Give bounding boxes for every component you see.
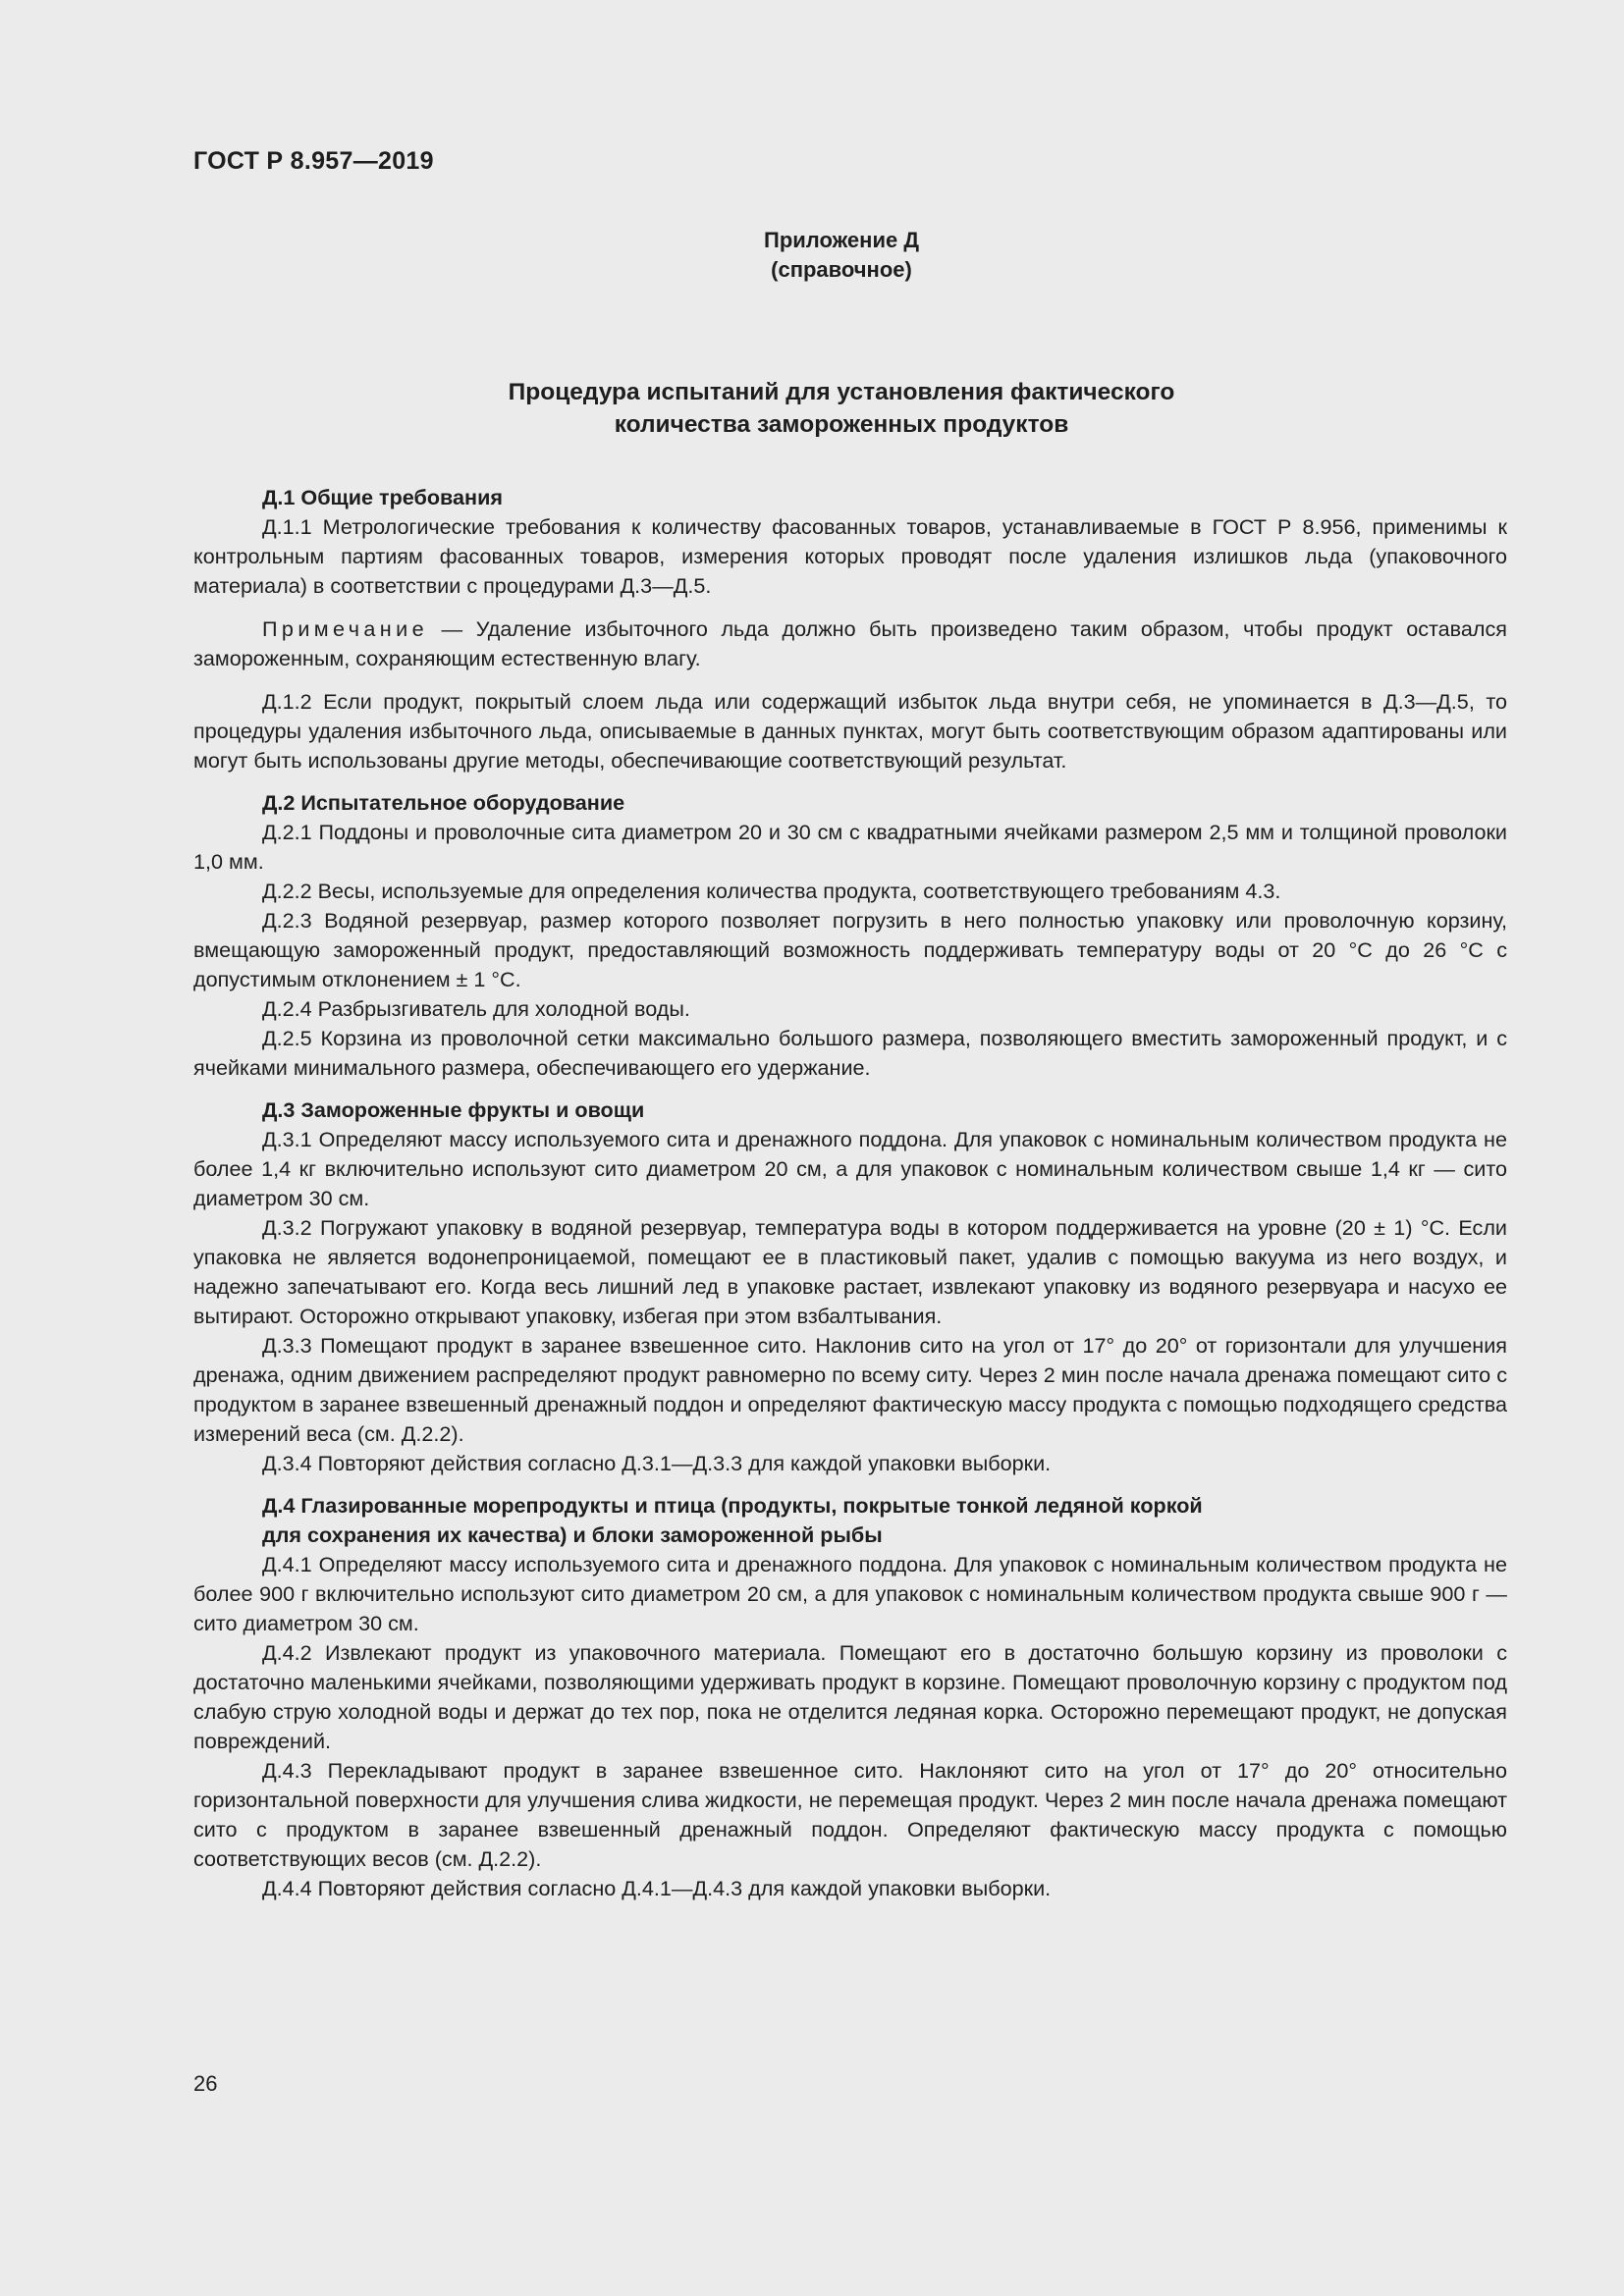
paragraph-d3-1: Д.3.1 Определяют массу используемого сита и дренажного поддона. Для упаковок с номинальным количеством продукта не более 1,4 кг включительно используют сито диаметром 20 см, а для упаковок с номинальным количеством свыше 1,4 кг — сито диаметром 30 см. bbox=[193, 1127, 1507, 1210]
appendix-title: Приложение Д bbox=[764, 228, 919, 252]
note bbox=[193, 614, 1507, 673]
document-code: ГОСТ Р 8.957—2019 bbox=[193, 147, 434, 175]
paragraph-d3-4: Д.3.4 Повторяют действия согласно Д.3.1—Д.3.3 для каждой упаковки выборки. bbox=[262, 1451, 1052, 1475]
section-heading-d3: Д.3 Замороженные фрукты и овощи bbox=[262, 1097, 645, 1122]
paragraph-d4-3: Д.4.3 Перекладывают продукт в заранее взвешенное сито. Наклоняют сито на угол от 17° до 20° относительно горизонтальной поверхности для улучшения слива жидкости, не перемещая продукт. Через 2 мин после начала дренажа помещают сито с продуктом в заранее взвешенный дренажный поддон. Определяют фактическую массу продукта с помощью соответствующих весов (см. Д.2.2). bbox=[193, 1758, 1507, 1871]
paragraph-d1-1: Д.1.1 Метрологические требования к количеству фасованных товаров, устанавливаемые в ГОСТ Р 8.956, применимы к контрольным партиям фасованных товаров, измерения которых проводят после удаления излишков льда (упаковочного материала) в соответствии с процедурами Д.3—Д.5. bbox=[193, 514, 1507, 598]
paragraph-d2-2: Д.2.2 Весы, используемые для определения количества продукта, соответствующего требованиям 4.3. bbox=[262, 879, 1281, 903]
appendix-type: (справочное) bbox=[771, 257, 912, 282]
appendix-label bbox=[0, 226, 1624, 285]
paragraph-d2-4: Д.2.4 Разбрызгиватель для холодной воды. bbox=[262, 996, 690, 1021]
paragraph-d3-3: Д.3.3 Помещают продукт в заранее взвешенное сито. Наклонив сито на угол от 17° до 20° от горизонтали для улучшения дренажа, одним движением распределяют продукт равномерно по всему ситу. Через 2 мин после начала дренажа помещают сито с продуктом в заранее взвешенный дренажный поддон и определяют фактическую массу продукта с помощью подходящего средства измерений веса (см. Д.2.2). bbox=[193, 1333, 1507, 1446]
paragraph-d2-3: Д.2.3 Водяной резервуар, размер которого позволяет погрузить в него полностью упаковку или проволочную корзину, вмещающую замороженный продукт, предоставляющий возможность поддерживать температуру воды от 20 °C до 26 °C с допустимым отклонением ± 1 °C. bbox=[193, 908, 1507, 991]
section-heading-d4-line-1: Д.4 Глазированные морепродукты и птица (продукты, покрытые тонкой ледяной коркой bbox=[262, 1493, 1203, 1518]
paragraph-d3-2: Д.3.2 Погружают упаковку в водяной резервуар, температура воды в котором поддерживается на уровне (20 ± 1) °C. Если упаковка не является водонепроницаемой, помещают ее в пластиковый пакет, удалив с помощью вакуума из него воздух, и надежно запечатывают его. Когда весь лишний лед в упаковке растает, извлекают упаковку из водяного резервуара и насухо ее вытирают. Осторожно открывают упаковку, избегая при этом взбалтывания. bbox=[193, 1215, 1507, 1328]
paragraph-d4-1: Д.4.1 Определяют массу используемого сита и дренажного поддона. Для упаковок с номинальным количеством продукта не более 900 г включительно используют сито диаметром 20 см, а для упаковок с номинальным количеством продукта свыше 900 г — сито диаметром 30 см. bbox=[193, 1552, 1507, 1635]
page-number: 26 bbox=[193, 2071, 218, 2096]
note-text: — Удаление избыточного льда должно быть произведено таким образом, чтобы продукт оставался замороженным, сохраняющим естественную влагу. bbox=[193, 616, 1507, 670]
section-heading-d1: Д.1 Общие требования bbox=[262, 485, 503, 509]
document-body bbox=[193, 483, 1507, 1903]
paragraph-d4-4: Д.4.4 Повторяют действия согласно Д.4.1—Д.4.3 для каждой упаковки выборки. bbox=[262, 1876, 1052, 1900]
paragraph-d2-5: Д.2.5 Корзина из проволочной сетки максимально большого размера, позволяющего вместить замороженный продукт, и с ячейками минимального размера, обеспечивающего его удержание. bbox=[193, 1026, 1507, 1080]
title-line-2: количества замороженных продуктов bbox=[614, 411, 1069, 438]
section-heading-d2: Д.2 Испытательное оборудование bbox=[262, 790, 625, 815]
section-heading-d4 bbox=[262, 1491, 1507, 1550]
note-label: Примечание bbox=[262, 616, 428, 641]
paragraph-d1-2: Д.1.2 Если продукт, покрытый слоем льда или содержащий избыток льда внутри себя, не упоминается в Д.3—Д.5, то процедуры удаления избыточного льда, описываемые в данных пунктах, могут быть соответствующим образом адаптированы или могут быть использованы другие методы, обеспечивающие соответствующий результат. bbox=[193, 689, 1507, 773]
paragraph-d2-1: Д.2.1 Поддоны и проволочные сита диаметром 20 и 30 см с квадратными ячейками размером 2,5 мм и толщиной проволоки 1,0 мм. bbox=[193, 820, 1507, 874]
section-heading-d4-line-2: для сохранения их качества) и блоки замороженной рыбы bbox=[262, 1522, 883, 1547]
paragraph-d4-2: Д.4.2 Извлекают продукт из упаковочного материала. Помещают его в достаточно большую корзину из проволоки с достаточно маленькими ячейками, позволяющими удерживать продукт в корзине. Помещают проволочную корзину с продуктом под слабую струю холодной воды и держат до тех пор, пока не отделится ледяная корка. Осторожно перемещают продукт, не допуская повреждений. bbox=[193, 1640, 1507, 1753]
title-line-1: Процедура испытаний для установления фактического bbox=[508, 379, 1175, 405]
page-title bbox=[0, 376, 1624, 441]
